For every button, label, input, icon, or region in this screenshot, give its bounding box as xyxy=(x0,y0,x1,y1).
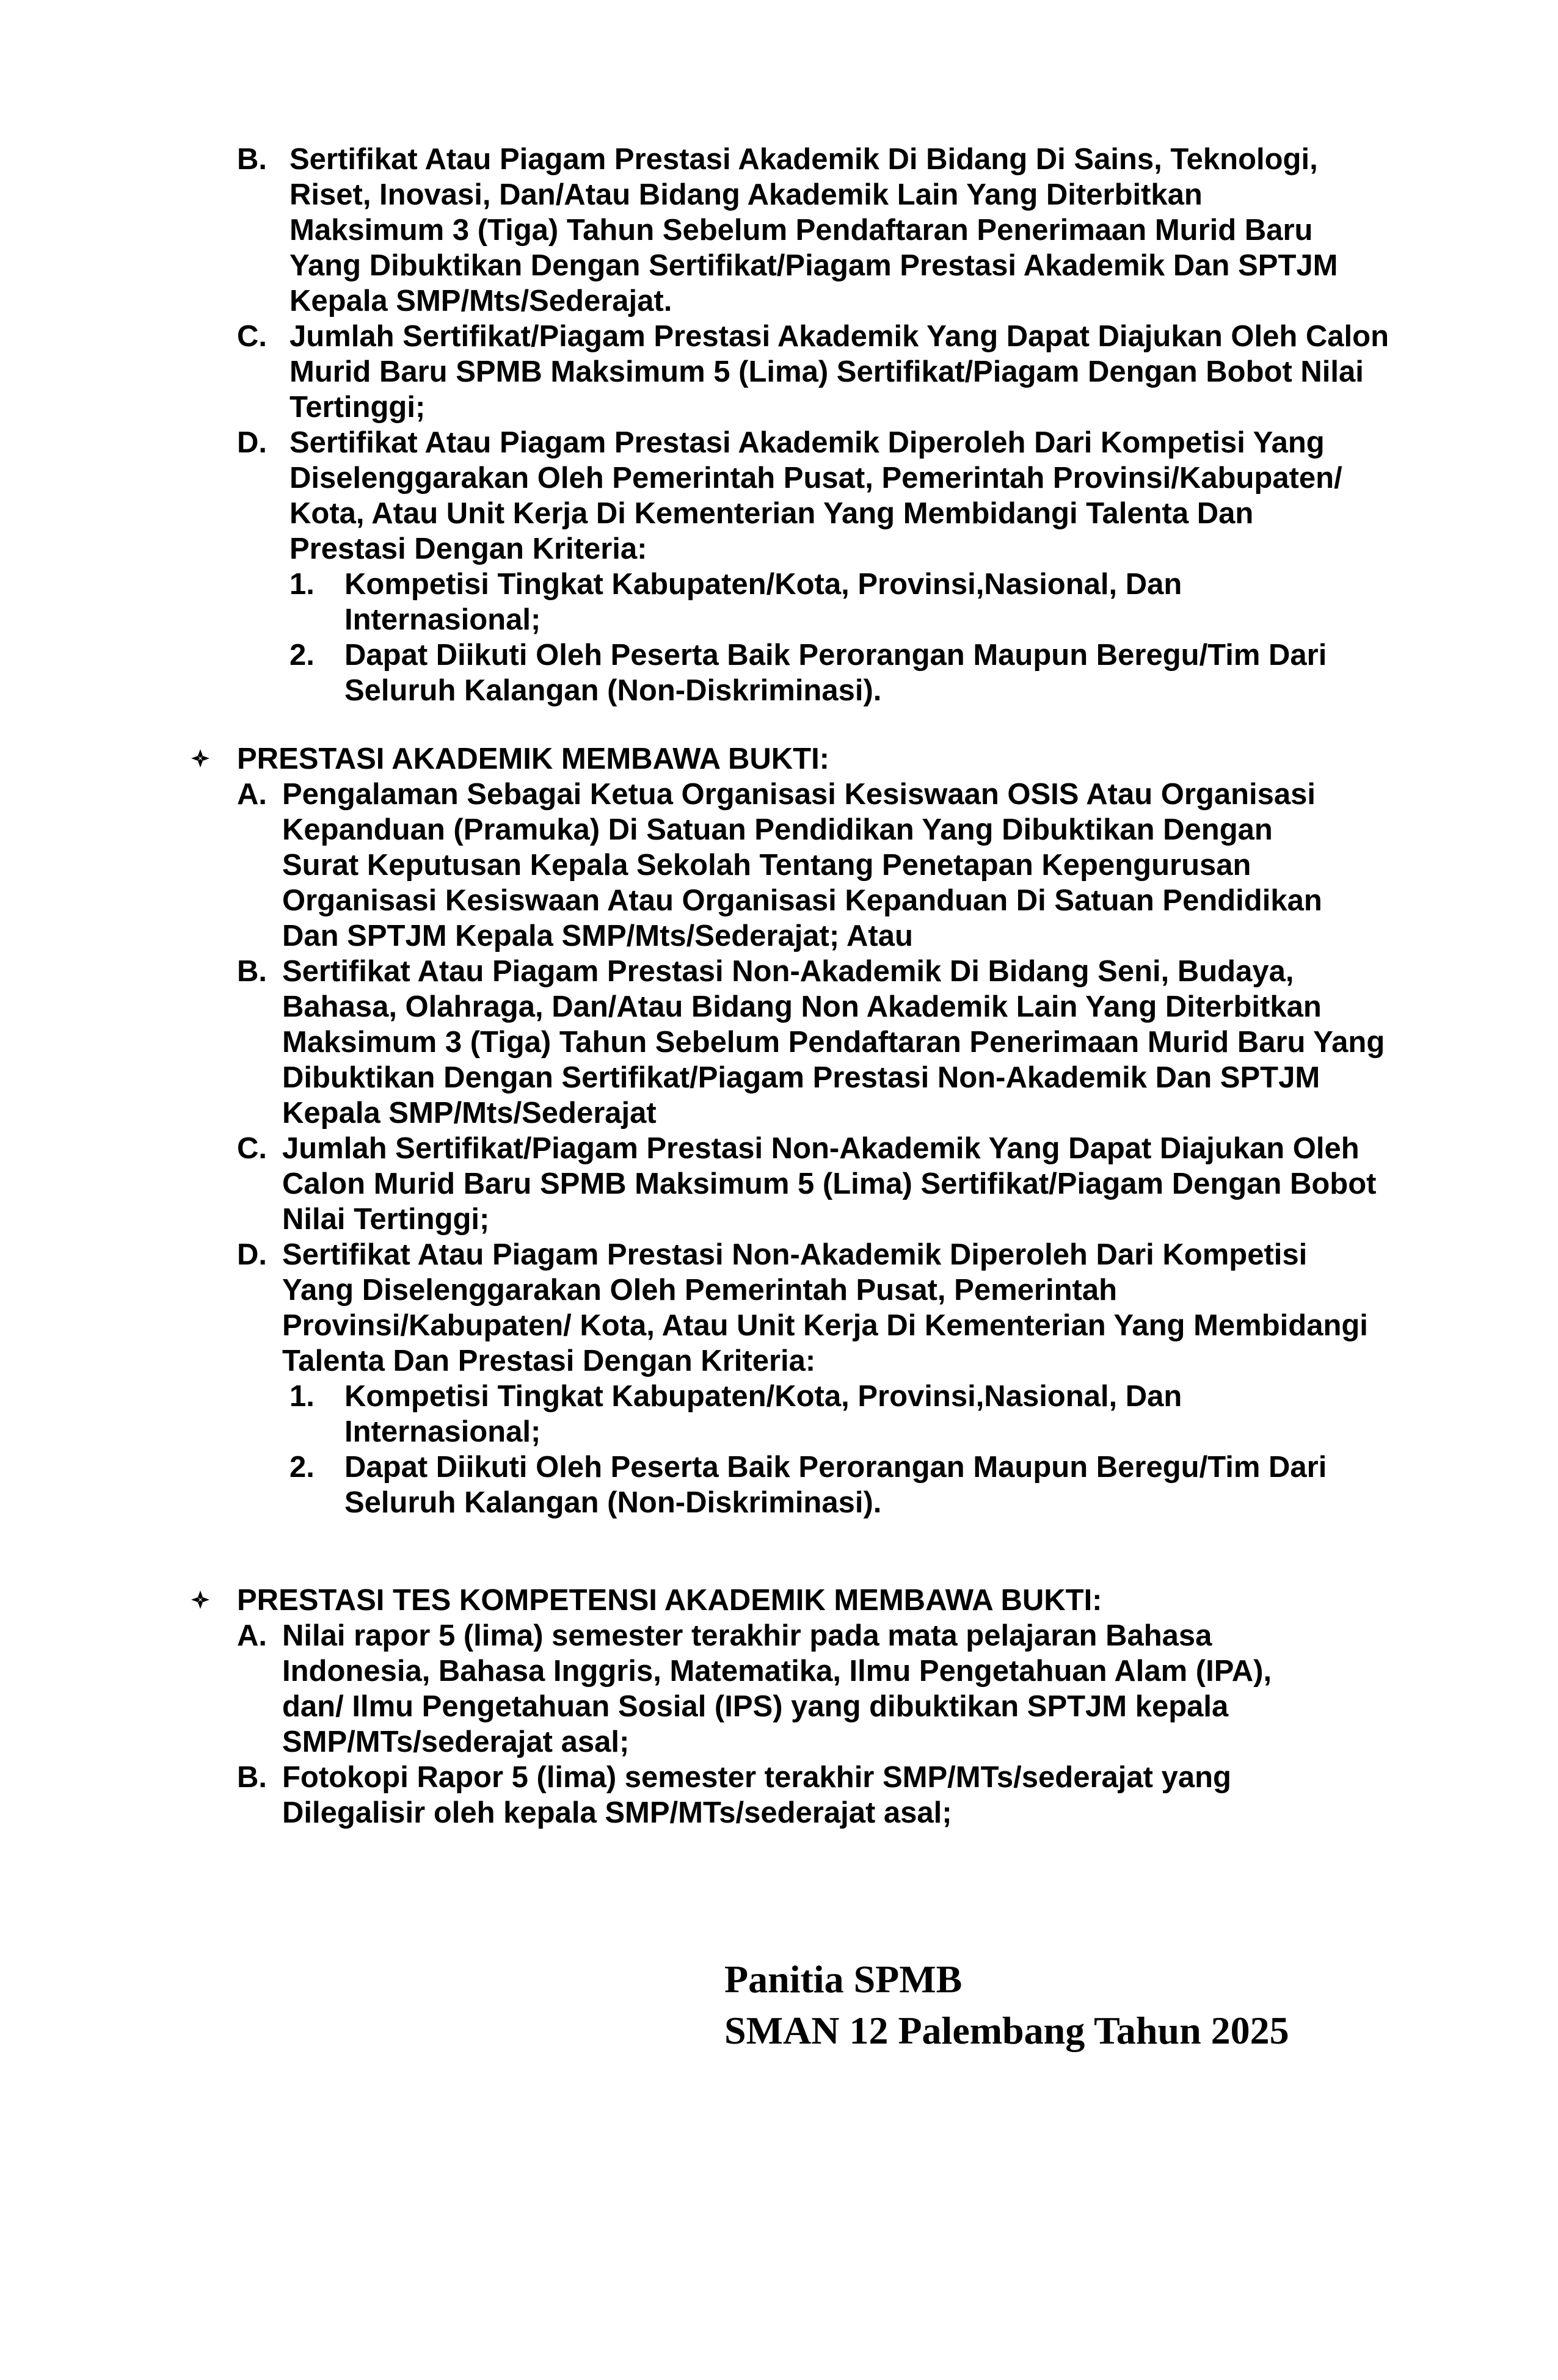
item-text: Sertifikat Atau Piagam Prestasi Non-Akademik Diperoleh Dari Kompetisi Yang Diselenggarakan Oleh Pemerintah Pusat, Pemerintah Provinsi/Kabupaten/ Kota, Atau Unit Kerja Di Kementerian Yang Membidangi Talenta Dan Prestasi Dengan Kriteria: xyxy=(282,1238,1368,1377)
item-marker: 1. xyxy=(289,568,315,601)
item-marker: C. xyxy=(237,1132,267,1165)
list-item xyxy=(0,1131,1558,1237)
item-text: Dapat Diikuti Oleh Peserta Baik Perorangan Maupun Beregu/Tim Dari Seluruh Kalangan (Non-Diskriminasi). xyxy=(344,639,1327,707)
item-text: Sertifikat Atau Piagam Prestasi Akademik Di Bidang Di Sains, Teknologi, Riset, Inovasi, Dan/Atau Bidang Akademik Lain Yang Diterbitkan Maksimum 3 (Tiga) Tahun Sebelum Pendaftaran Penerimaan Murid Baru Yang Dibuktikan Dengan Sertifikat/Piagam Prestasi Akademik Dan SPTJM Kepala SMP/Mts/Sederajat. xyxy=(289,143,1338,317)
list-item xyxy=(0,319,1558,425)
item-marker: B. xyxy=(237,1761,267,1794)
list-item xyxy=(0,1237,1558,1379)
sub-list-item xyxy=(0,567,1558,637)
sub-list-item xyxy=(0,1449,1558,1520)
item-marker: 2. xyxy=(289,639,315,672)
list-item xyxy=(0,1760,1558,1830)
list-item xyxy=(0,425,1558,567)
item-text: Jumlah Sertifikat/Piagam Prestasi Non-Akademik Yang Dapat Diajukan Oleh Calon Murid Baru SPMB Maksimum 5 (Lima) Sertifikat/Piagam Dengan Bobot Nilai Tertinggi; xyxy=(282,1132,1377,1236)
item-marker: B. xyxy=(237,955,267,988)
diamond-bullet-icon xyxy=(191,749,210,768)
item-text: Pengalaman Sebagai Ketua Organisasi Kesiswaan OSIS Atau Organisasi Kepanduan (Pramuka) Di Satuan Pendidikan Yang Dibuktikan Dengan Surat Keputusan Kepala Sekolah Tentang Penetapan Kepengurusan Organisasi Kesiswaan Atau Organisasi Kepanduan Di Satuan Pendidikan Dan SPTJM Kepala SMP/Mts/Sederajat; Atau xyxy=(282,778,1322,952)
sub-list-item xyxy=(0,1379,1558,1449)
item-marker: A. xyxy=(237,778,267,811)
list-item xyxy=(0,1618,1558,1760)
section-1-continuation xyxy=(0,142,1558,708)
item-marker: A. xyxy=(237,1619,267,1652)
sub-list-item xyxy=(0,637,1558,708)
item-text: Dapat Diikuti Oleh Peserta Baik Perorangan Maupun Beregu/Tim Dari Seluruh Kalangan (Non-Diskriminasi). xyxy=(344,1451,1327,1519)
item-marker: 2. xyxy=(289,1451,315,1484)
item-text: Sertifikat Atau Piagam Prestasi Akademik Diperoleh Dari Kompetisi Yang Diselenggarakan Oleh Pemerintah Pusat, Pemerintah Provinsi/Kabupaten/ Kota, Atau Unit Kerja Di Kementerian Yang Membidangi Talenta Dan Prestasi Dengan Kriteria: xyxy=(289,426,1342,565)
item-marker: D. xyxy=(237,1238,267,1271)
item-marker: 1. xyxy=(289,1380,315,1413)
section-3-list xyxy=(0,1618,1558,1830)
signature-line-committee: Panitia SPMB xyxy=(724,1957,963,2001)
item-text: Sertifikat Atau Piagam Prestasi Non-Akademik Di Bidang Seni, Budaya, Bahasa, Olahraga, Dan/Atau Bidang Non Akademik Lain Yang Diterbitkan Maksimum 3 (Tiga) Tahun Sebelum Pendaftaran Penerimaan Murid Baru Yang Dibuktikan Dengan Sertifikat/Piagam Prestasi Non-Akademik Dan SPTJM Kepala SMP/Mts/Sederajat xyxy=(282,955,1385,1130)
item-marker: D. xyxy=(237,426,267,459)
item-text: Nilai rapor 5 (lima) semester terakhir pada mata pelajaran Bahasa Indonesia, Bahasa Inggris, Matematika, Ilmu Pengetahuan Alam (IPA), dan/ Ilmu Pengetahuan Sosial (IPS) yang dibuktikan SPTJM kepala SMP/MTs/sederajat asal; xyxy=(282,1619,1272,1758)
diamond-bullet-icon xyxy=(191,1590,210,1609)
item-text: Kompetisi Tingkat Kabupaten/Kota, Provinsi,Nasional, Dan Internasional; xyxy=(344,1380,1182,1448)
item-marker: B. xyxy=(237,143,267,176)
signature-line-school: SMAN 12 Palembang Tahun 2025 xyxy=(724,2009,1289,2052)
section-heading: PRESTASI AKADEMIK MEMBAWA BUKTI: xyxy=(237,742,829,775)
item-text: Kompetisi Tingkat Kabupaten/Kota, Provinsi,Nasional, Dan Internasional; xyxy=(344,568,1182,636)
item-text: Fotokopi Rapor 5 (lima) semester terakhir SMP/MTs/sederajat yang Dilegalisir oleh kepala SMP/MTs/sederajat asal; xyxy=(282,1761,1231,1829)
list-item xyxy=(0,142,1558,319)
section-heading: PRESTASI TES KOMPETENSI AKADEMIK MEMBAWA BUKTI: xyxy=(237,1584,1102,1617)
list-item xyxy=(0,954,1558,1131)
section-2-list xyxy=(0,777,1558,1520)
list-item xyxy=(0,777,1558,954)
item-marker: C. xyxy=(237,320,267,353)
item-text: Jumlah Sertifikat/Piagam Prestasi Akademik Yang Dapat Diajukan Oleh Calon Murid Baru SPMB Maksimum 5 (Lima) Sertifikat/Piagam Dengan Bobot Nilai Tertinggi; xyxy=(289,320,1389,424)
